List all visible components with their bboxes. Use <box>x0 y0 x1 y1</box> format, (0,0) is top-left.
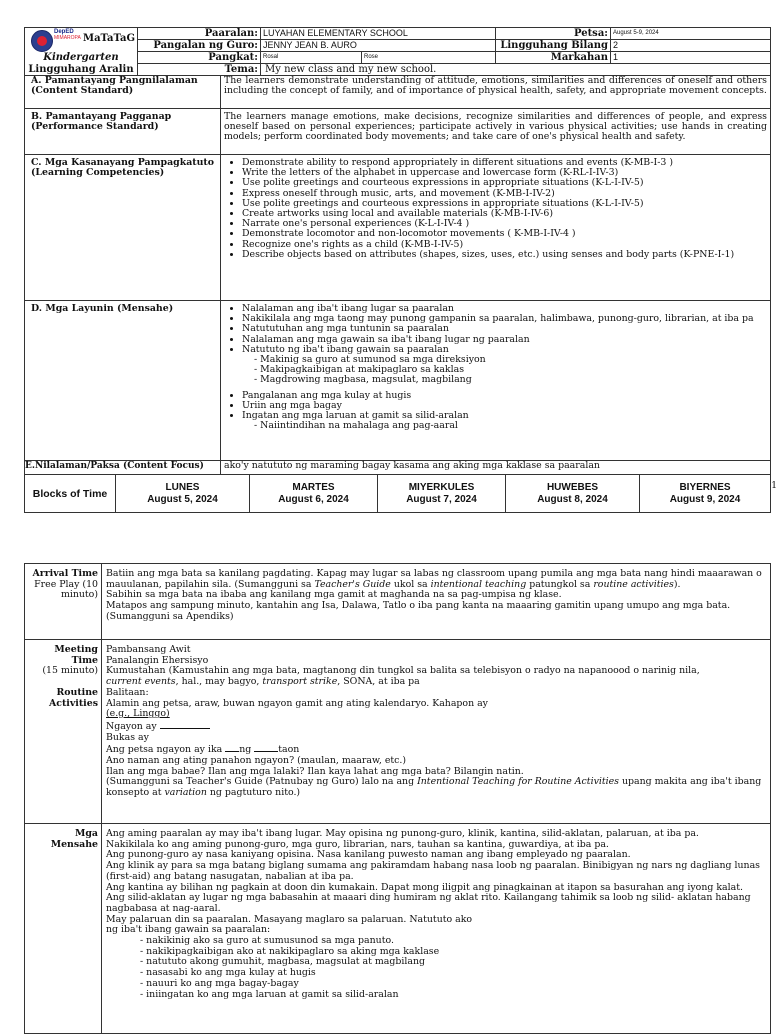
meeting-line: (Sumangguni sa Teacher's Guide (Patnubay ng Guro) lalo na ang Intentional Teaching for Routine Activities upang makita ang iba't ibang konsepto at variation ng pagtuturo nito.) <box>106 776 762 799</box>
objective-item: • Nakikilala ang mga taong may punong gampanin sa paaralan, halimbawa, punong-guro, librarian, at iba pa <box>242 314 767 324</box>
objective-item: • Nalalaman ang iba't ibang lugar sa paaralan <box>242 304 767 314</box>
mensahe-subitem: - natututo akong gumuhit, magbasa, magsulat at magbilang <box>140 957 767 968</box>
competency-item: • Use polite greetings and courteous expressions in appropriate situations (K-L-I-IV-5) <box>242 199 767 209</box>
arrival-label-cell <box>25 564 102 640</box>
content-standard-label: A. Pamantayang Pangnilalaman (Content Standard) <box>25 76 221 109</box>
competency-item: • Use polite greetings and courteous expressions in appropriate situations (K-L-I-IV-5) <box>242 178 767 188</box>
level-label: Kindergarten <box>25 52 138 64</box>
mensahe-subitem: - nakikipagkaibigan ako at nakikipaglaro sa aking mga kaklase <box>140 947 767 958</box>
arrival-line-2: Sabihin sa mga bata na ibaba ang kanilang mga gamit at maghanda na sa pag-umpisa ng klase. <box>106 589 562 601</box>
objective-item: • Pangalanan ang mga kulay at hugis <box>242 391 767 401</box>
date-label: Petsa: <box>496 28 611 40</box>
competency-item: • Narrate one's personal experiences (K-L-I-IV-4 ) <box>242 219 767 229</box>
competencies-label: C. Mga Kasanayang Pampagkatuto (Learning Competencies) <box>25 155 221 301</box>
meeting-line: Ano naman ang ating panahon ngayon? (maulan, maaraw, etc.) <box>106 755 407 767</box>
meeting-line: Kumustahan (Kamustahin ang mga bata, magtanong din tungkol sa balita sa telebisyon o radyo na napanoood o narinig nila, current events, hal., may bagyo, transport strike, SONA, at iba pa <box>106 665 700 688</box>
meeting-line: Panalangin Ehersisyo <box>106 654 209 666</box>
quarter-label: Markahan <box>496 52 611 64</box>
day-header-4: BIYERNES August 9, 2024 1 <box>640 475 771 513</box>
competency-item: • Demonstrate ability to respond appropriately in different situations and events (K-MB-I-3 ) <box>242 158 767 168</box>
arrival-sub: Free Play (10 minuto) <box>34 578 98 601</box>
routine-label: Routine Activities <box>48 686 98 709</box>
mensahe-line: Nakikilala ko ang aming punong-guro, mga guro, librarian, nars, tauhan sa kantina, guwardiya, at iba pa. <box>106 838 609 850</box>
mensahe-subitem: - nauuri ko ang mga bagay-bagay <box>140 979 767 990</box>
day-header-2: MIYERKULES August 7, 2024 <box>378 475 506 513</box>
content-standard-text: The learners demonstrate understanding of attitude, emotions, similarities and differences of oneself and others including the concept of family, and of importance of physical health, safety, and appropriate movement concepts. <box>221 76 771 109</box>
competency-item: • Create artworks using local and available materials (K-MB-I-IV-6) <box>242 209 767 219</box>
mensahe-subitem: - nakikinig ako sa guro at sumusunod sa mga panuto. <box>140 936 767 947</box>
mensahe-line: Ang klinik ay para sa mga batang biglang sumama ang pakiramdam habang nasa loob ng paaralan. Binibigyan ng nars ng dagliang lunas (first-aid) ang batang nasugatan, nabalian at iba pa. <box>106 860 760 882</box>
competencies-list <box>221 155 771 301</box>
section-value: Rosal Rose <box>261 52 496 64</box>
meeting-line: Ang petsa ngayon ay ika ng taon <box>106 744 300 756</box>
mensahe-line: Ang kantina ay bilihan ng pagkain at doon din kumakain. Dapat mong iligpit ang pinagkainan at itapon sa basurahan ang iyong kalat. <box>106 881 743 893</box>
mensahe-subitem: - iniingatan ko ang mga laruan at gamit sa silid-aralan <box>140 990 767 1001</box>
meeting-line: Pambansang Awit <box>106 644 191 655</box>
teacher-value: JENNY JEAN B. AURO <box>261 40 496 52</box>
day-header-3: HUWEBES August 8, 2024 <box>506 475 640 513</box>
teacher-label: Pangalan ng Guro: <box>138 40 261 52</box>
objectives-label: D. Mga Layunin (Mensahe) <box>25 301 221 461</box>
brand-name: MaTaTaG <box>83 33 136 44</box>
mensahe-line: May palaruan din sa paaralan. Masayang maglaro sa palaruan. Natututo ako <box>106 913 473 925</box>
competency-item: • Describe objects based on attributes (shapes, sizes, uses, etc.) using senses and body parts (K-PNE-I-1) <box>242 250 767 260</box>
objective-subitem: - Makinig sa guro at sumunod sa mga direksiyon <box>254 355 767 365</box>
meeting-content <box>102 640 771 824</box>
week-value: 2 <box>611 40 771 52</box>
week-label: Lingguhang Bilang <box>496 40 611 52</box>
objective-item: • Ingatan ang mga laruan at gamit sa silid-aralan <box>242 411 767 421</box>
objective-item: • Natututo ng iba't ibang gawain sa paaralan <box>242 345 767 355</box>
objective-item: • Uriin ang mga bagay <box>242 401 767 411</box>
performance-standard-label: B. Pamantayang Pagganap (Performance Standard) <box>25 109 221 155</box>
activities-table <box>24 563 771 1034</box>
competency-item: • Express oneself through music, arts, and movement (K-MB-I-IV-2) <box>242 189 767 199</box>
section-label: Pangkat: <box>138 52 261 64</box>
objective-item: • Natututuhan ang mga tuntunin sa paaralan <box>242 324 767 334</box>
mensahe-label: Mga Mensahe <box>50 828 98 850</box>
competency-item: • Demonstrate locomotor and non-locomotor movements ( K-MB-I-IV-4 ) <box>242 229 767 239</box>
date-value: August 5-9, 2024 <box>611 28 771 40</box>
arrival-line-1: Batiin ang mga bata sa kanilang pagdating. Kapag may lugar sa labas ng classroom upang pumila ang mga bata nang hindi maaarawan o mauulanan, papilahin sila. (Sumangguni sa Teacher's Guide ukol sa intentional teaching patungkol sa routine activities). <box>106 568 762 590</box>
mensahe-line: Ang silid-aklatan ay lugar ng mga babasahin at maaari ding humiram ng aklat rito. Kailangang tahimik sa loob ng silid- aklatan habang nagbabasa at nag-aaral. <box>106 892 751 914</box>
lesson-plan-page-1 <box>24 27 777 513</box>
meeting-line: Ngayon ay <box>106 720 767 733</box>
lesson-plan-page-2 <box>24 563 771 1034</box>
mensahe-line: Ang punong-guro ay nasa kaniyang opisina. Nasa kanilang puwesto naman ang ibang empleyado ng paaralan. <box>106 849 631 861</box>
objective-item: • Nalalaman ang mga gawain sa iba't ibang lugar ng paaralan <box>242 335 767 345</box>
mensahe-content <box>102 824 771 1034</box>
mensahe-line: Ang aming paaralan ay may iba't ibang lugar. May opisina ng punong-guro, klinik, kantina, silid-aklatan, palaruan, at iba pa. <box>106 828 699 839</box>
mensahe-subitem: - nasasabi ko ang mga kulay at hugis <box>140 968 767 979</box>
objective-subitem: - Magdrowing magbasa, magsulat, magbilang <box>254 375 767 385</box>
arrival-label: Arrival Time <box>32 568 98 579</box>
doc-type: Lingguhang Aralin <box>25 64 138 76</box>
page-number: 1 <box>771 481 777 491</box>
theme-value: My new class and my new school. <box>261 64 771 76</box>
mensahe-line: ng iba't ibang gawain sa paaralan: <box>106 924 271 936</box>
day-header-1: MARTES August 6, 2024 <box>250 475 378 513</box>
meeting-line: Ilan ang mga babae? Ilan ang mga lalaki? Ilan kaya lahat ang mga bata? Bilangin natin. <box>106 765 524 777</box>
performance-standard-text: The learners manage emotions, make decisions, recognize similarities and differences of people, and express oneself based on personal experiences; participate actively in various physical activities; use hands in creating models; perform coordinated body movements; and take care of one's physical health and safety. <box>221 109 771 155</box>
meeting-line: Alamin ang petsa, araw, buwan ngayon gamit ang ating kalendaryo. Kahapon ay <box>106 697 488 709</box>
school-value: LUYAHAN ELEMENTARY SCHOOL <box>261 28 496 40</box>
header-table <box>24 27 771 76</box>
objectives-list <box>221 301 771 461</box>
theme-label: Tema: <box>138 64 261 76</box>
arrival-line-3: Matapos ang sampung minuto, kantahin ang Isa, Dalawa, Tatlo o iba pang kanta na maaaring gamitin upang umupo ang mga bata. (Sumangguni sa Apendiks) <box>106 600 731 622</box>
content-focus-text: ako'y natututo ng maraming bagay kasama ang aking mga kaklase sa paaralan <box>221 461 771 475</box>
blocks-of-time-label: Blocks of Time <box>25 475 116 513</box>
meeting-line: (e.g., Linggo) <box>106 708 170 720</box>
meeting-label-cell <box>25 640 102 824</box>
deped-seal-icon <box>31 30 53 52</box>
arrival-content <box>102 564 771 640</box>
objective-subitem: - Naiintindihan na mahalaga ang pag-aaral <box>254 421 767 431</box>
meeting-line: Balitaan: <box>106 686 149 698</box>
deped-logo-text: DepED MIMAROPA <box>54 29 81 41</box>
day-header-0: LUNES August 5, 2024 <box>116 475 250 513</box>
days-table <box>24 474 777 513</box>
mensahe-label-cell <box>25 824 102 1034</box>
meeting-line: Bukas ay <box>106 731 149 743</box>
meeting-label: Meeting Time <box>54 644 98 666</box>
content-focus-label: E.Nilalaman/Paksa (Content Focus) <box>25 461 221 475</box>
school-label: Paaralan: <box>138 28 261 40</box>
standards-table <box>24 75 771 475</box>
meeting-sub: (15 minuto) <box>42 665 98 677</box>
quarter-value: 1 <box>611 52 771 64</box>
objective-subitem: - Makipagkaibigan at makipaglaro sa kaklas <box>254 365 767 375</box>
competency-item: • Write the letters of the alphabet in uppercase and lowercase form (K-RL-I-IV-3) <box>242 168 767 178</box>
logo-cell <box>25 28 138 52</box>
competency-item: • Recognize one's rights as a child (K-MB-I-IV-5) <box>242 240 767 250</box>
